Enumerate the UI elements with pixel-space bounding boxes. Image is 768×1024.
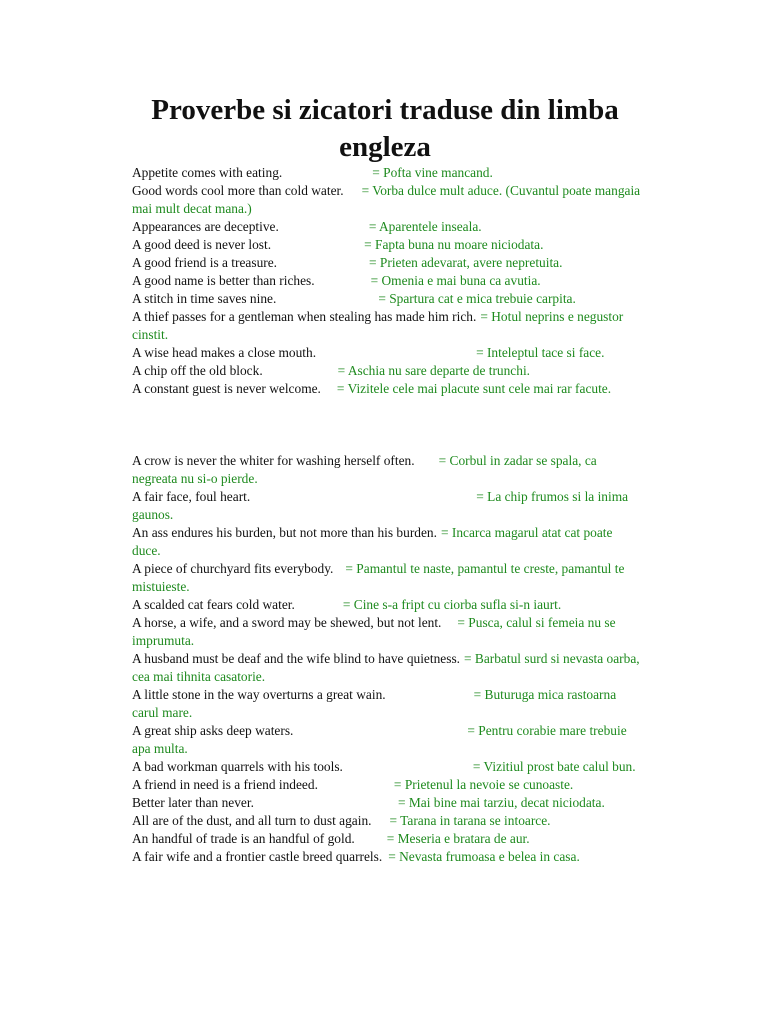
english-proverb: An ass endures his burden, but not more than his burden. <box>132 525 437 540</box>
english-proverb: A great ship asks deep waters. <box>132 723 294 738</box>
romanian-translation: = Meseria e bratara de aur. <box>386 831 530 846</box>
romanian-translation: = Prietenul la nevoie se cunoaste. <box>393 777 574 792</box>
romanian-translation: = Pamantul te naste, pamantul te creste, pamantul te mistuieste. <box>132 561 625 594</box>
proverb-list <box>132 164 644 866</box>
romanian-translation: = Vizitele cele mai placute sunt cele mai rar facute. <box>336 381 612 396</box>
romanian-translation: = Pofta vine mancand. <box>372 165 493 180</box>
english-proverb: Appetite comes with eating. <box>132 165 283 180</box>
proverb-entry <box>132 488 644 524</box>
english-proverb: Good words cool more than cold water. <box>132 183 344 198</box>
english-proverb: A husband must be deaf and the wife blind to have quietness. <box>132 651 460 666</box>
proverb-entry <box>132 182 644 218</box>
proverb-entry <box>132 290 644 308</box>
proverb-entry <box>132 308 644 344</box>
romanian-translation: = Buturuga mica rastoarna carul mare. <box>132 687 617 720</box>
proverb-entry <box>132 848 644 866</box>
proverb-entry <box>132 614 644 650</box>
english-proverb: An handful of trade is an handful of gold. <box>132 831 355 846</box>
romanian-translation: = Spartura cat e mica trebuie carpita. <box>378 291 576 306</box>
proverb-entry <box>132 596 644 614</box>
romanian-translation: = Aparentele inseala. <box>368 219 482 234</box>
page-title: Proverbe si zicatori traduse din limba engleza <box>151 94 619 163</box>
proverb-entry <box>132 794 644 812</box>
english-proverb: Better later than never. <box>132 795 254 810</box>
english-proverb: A piece of churchyard fits everybody. <box>132 561 334 576</box>
english-proverb: A constant guest is never welcome. <box>132 381 321 396</box>
romanian-translation: = Tarana in tarana se intoarce. <box>389 813 551 828</box>
english-proverb: A fair face, foul heart. <box>132 489 251 504</box>
romanian-translation: = Barbatul surd si nevasta oarba, cea mai tihnita casatorie. <box>132 651 640 684</box>
romanian-translation: = Cine s-a fript cu ciorba sufla si-n iaurt. <box>342 597 562 612</box>
english-proverb: A little stone in the way overturns a great wain. <box>132 687 386 702</box>
english-proverb: A fair wife and a frontier castle breed quarrels. <box>132 849 383 864</box>
proverb-entry <box>132 236 644 254</box>
romanian-translation: = La chip frumos si la inima gaunos. <box>132 489 629 522</box>
romanian-translation: = Omenia e mai buna ca avutia. <box>370 273 541 288</box>
romanian-translation: = Prieten adevarat, avere nepretuita. <box>369 255 563 270</box>
english-proverb: A horse, a wife, and a sword may be shewed, but not lent. <box>132 615 442 630</box>
proverb-entry <box>132 830 644 848</box>
romanian-translation: = Nevasta frumoasa e belea in casa. <box>388 849 580 864</box>
proverb-entry <box>132 524 644 560</box>
proverb-entry <box>132 344 644 362</box>
english-proverb: A stitch in time saves nine. <box>132 291 277 306</box>
english-proverb: A good name is better than riches. <box>132 273 315 288</box>
english-proverb: A chip off the old block. <box>132 363 263 378</box>
proverb-entry <box>132 758 644 776</box>
romanian-translation: = Pusca, calul si femeia nu se imprumuta. <box>132 615 616 648</box>
proverb-entry <box>132 452 644 488</box>
proverb-entry <box>132 560 644 596</box>
romanian-translation: = Incarca magarul atat cat poate duce. <box>132 525 613 558</box>
english-proverb: A good deed is never lost. <box>132 237 272 252</box>
romanian-translation: = Fapta buna nu moare niciodata. <box>364 237 544 252</box>
proverb-entry <box>132 380 644 398</box>
romanian-translation: = Vizitiul prost bate calul bun. <box>472 759 636 774</box>
section-gap <box>132 398 644 452</box>
proverb-entry <box>132 686 644 722</box>
english-proverb: A crow is never the whiter for washing herself often. <box>132 453 415 468</box>
english-proverb: Appearances are deceptive. <box>132 219 279 234</box>
romanian-translation: = Hotul neprins e negustor cinstit. <box>132 309 624 342</box>
romanian-translation: = Vorba dulce mult aduce. (Cuvantul poate mangaia mai mult decat mana.) <box>132 183 641 216</box>
proverb-entry <box>132 164 644 182</box>
proverb-entry <box>132 218 644 236</box>
romanian-translation: = Pentru corabie mare trebuie apa multa. <box>132 723 627 756</box>
romanian-translation: = Aschia nu sare departe de trunchi. <box>337 363 531 378</box>
english-proverb: A bad workman quarrels with his tools. <box>132 759 343 774</box>
english-proverb: A good friend is a treasure. <box>132 255 278 270</box>
proverb-entry <box>132 254 644 272</box>
proverb-entry <box>132 272 644 290</box>
proverb-entry <box>132 812 644 830</box>
romanian-translation: = Corbul in zadar se spala, ca negreata nu si-o pierde. <box>132 453 597 486</box>
english-proverb: A friend in need is a friend indeed. <box>132 777 318 792</box>
proverb-entry <box>132 362 644 380</box>
english-proverb: A wise head makes a close mouth. <box>132 345 317 360</box>
romanian-translation: = Mai bine mai tarziu, decat niciodata. <box>397 795 605 810</box>
proverb-entry <box>132 776 644 794</box>
proverb-entry <box>132 722 644 758</box>
english-proverb: A scalded cat fears cold water. <box>132 597 295 612</box>
english-proverb: A thief passes for a gentleman when stealing has made him rich. <box>132 309 477 324</box>
romanian-translation: = Inteleptul tace si face. <box>476 345 605 360</box>
proverb-entry <box>132 650 644 686</box>
english-proverb: All are of the dust, and all turn to dust again. <box>132 813 372 828</box>
proverb-section-2 <box>132 452 644 866</box>
proverb-section-1 <box>132 164 644 398</box>
